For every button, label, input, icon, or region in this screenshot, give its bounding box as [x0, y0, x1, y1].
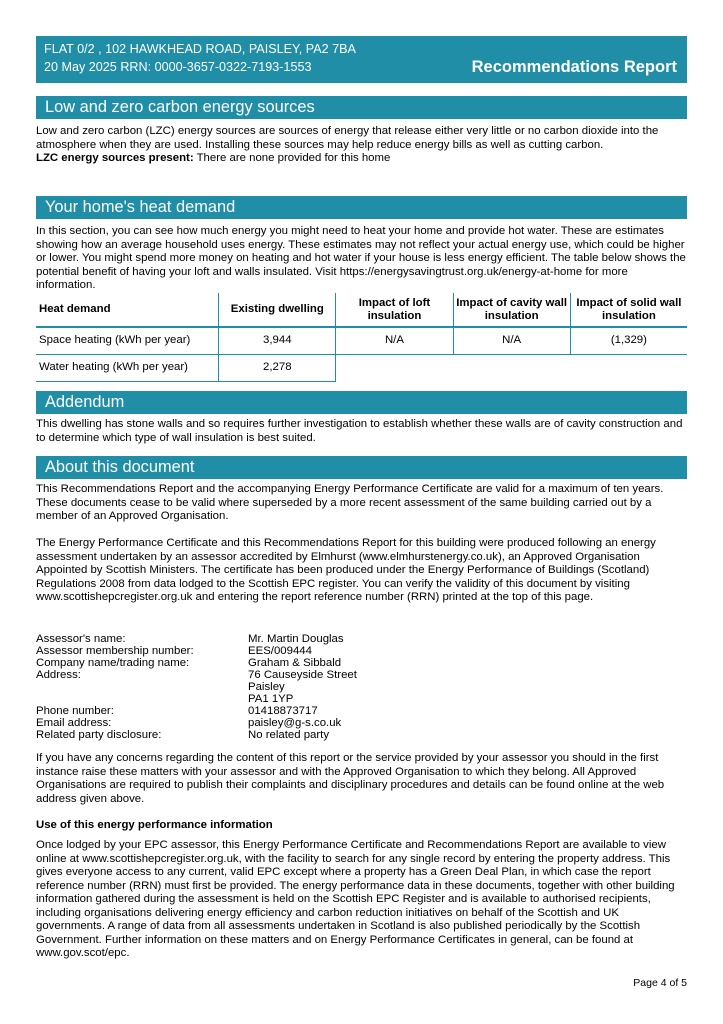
col-loft-insulation: Impact of loft insulation: [336, 293, 453, 327]
heat-body: In this section, you can see how much energy you might need to heat your home and provide hot water. These are estimates showing how an average household uses energy. These estimates may not reflect your actual energy use, which could be higher or lower. You might spend more money on heating and hot water if your house is less energy efficient. The table below shows the potential benefit of having your loft and walls insulated. Visit https://energysavingtrust.org.uk/energy-at-home for more information.: [36, 225, 686, 291]
about-p2: The Energy Performance Certificate and this Recommendations Report for this building were produced following an energy assessment undertaken by an assessor accredited by Elmhurst (www.elmhurstenergy.co.uk), an Approved Organisation Appointed by Scottish Ministers. The certificate has been produced under the Energy Performance of Buildings (Scotland) Regulations 2008 from data lodged to the Scottish EPC register. You can verify the validity of this document by visiting www.scottishepcregister.org.uk and entering the report reference number (RRN) printed at the top of this page.: [36, 537, 656, 603]
related-party-label: Related party disclosure:: [36, 729, 162, 741]
table-row: [36, 327, 687, 355]
lzc-body: Low and zero carbon (LZC) energy sources are sources of energy that release either very little or no carbon dioxide into the atmosphere when they are used. Installing these sources may help reduce energy bills as well as cutting carbon.: [36, 125, 659, 151]
row-label: Water heating (kWh per year): [36, 355, 219, 382]
report-header: [36, 36, 687, 83]
phone-number: 01418873717: [248, 705, 318, 717]
cell-cavity: N/A: [453, 327, 570, 355]
row-label: Space heating (kWh per year): [36, 327, 219, 355]
membership-number: EES/009444: [248, 645, 312, 657]
page-number: Page 4 of 5: [633, 977, 687, 989]
company-label: Company name/trading name:: [36, 657, 190, 669]
about-p3: If you have any concerns regarding the content of this report or the service provided by your assessor you should in the first instance raise these matters with your assessor and with the Approved Organisation to which they belong. All Approved Organisations are required to publish their complaints and disciplinary procedures and details can be found online at the web address given above.: [36, 752, 665, 805]
table-row: [36, 355, 687, 382]
email-address: paisley@g-s.co.uk: [248, 717, 342, 729]
address-line-3: PA1 1YP: [248, 693, 294, 705]
about-p4: Once lodged by your EPC assessor, this Energy Performance Certificate and Recommendations Report are available to view online at www.scottishepcregister.org.uk, with the facility to search for any single record by entering the property address. This gives everyone access to any current, valid EPC except where a property has a Green Deal Plan, in which case the report reference number (RRN) must first be provided. The energy performance data in these documents, together with other building information gathered during the assessment is held on the Scottish EPC Register and is available to authorised recipients, including organisations delivering energy efficiency and carbon reduction initiatives on behalf of the Scottish and UK governments. A range of data from all assessments undertaken in Scotland is also published periodically by the Scottish Government. Further information on these matters and on Energy Performance Certificates in general, can be found at www.gov.scot/epc.: [36, 839, 675, 959]
date-rrn: 20 May 2025 RRN: 0000-3657-0322-7193-1553: [44, 60, 312, 74]
membership-label: Assessor membership number:: [36, 645, 194, 657]
heat-demand-table: [36, 293, 687, 382]
cell-existing: 2,278: [219, 355, 336, 382]
company-name: Graham & Sibbald: [248, 657, 342, 669]
address-line-2: Paisley: [248, 681, 285, 693]
cell-loft: N/A: [336, 327, 453, 355]
cell-existing: 3,944: [219, 327, 336, 355]
use-heading: Use of this energy performance information: [36, 819, 273, 831]
table-header-row: [36, 293, 687, 327]
email-label: Email address:: [36, 717, 112, 729]
section-heading-heat-demand: Your home's heat demand: [36, 196, 687, 219]
property-address: FLAT 0/2 , 102 HAWKHEAD ROAD, PAISLEY, PA2 7BA: [44, 42, 356, 56]
address-line-1: 76 Causeyside Street: [248, 669, 357, 681]
section-heading-about: About this document: [36, 456, 687, 479]
col-existing-dwelling: Existing dwelling: [219, 293, 336, 327]
section-heading-addendum: Addendum: [36, 391, 687, 414]
cell-solid: (1,329): [570, 327, 687, 355]
about-p1: This Recommendations Report and the accompanying Energy Performance Certificate are valid for a maximum of ten years. These documents cease to be valid where superseded by a more recent assessment of the same building carried out by a member of an Approved Organisation.: [36, 483, 664, 522]
lzc-present-label: LZC energy sources present:: [36, 152, 194, 164]
assessor-name: Mr. Martin Douglas: [248, 633, 344, 645]
related-party: No related party: [248, 729, 330, 741]
address-label: Address:: [36, 669, 81, 681]
report-page: [36, 36, 687, 959]
lzc-present: [36, 152, 687, 166]
phone-label: Phone number:: [36, 705, 114, 717]
col-heat-demand: Heat demand: [36, 293, 219, 327]
section-heading-lzc: Low and zero carbon energy sources: [36, 96, 687, 119]
col-cavity-wall-insulation: Impact of cavity wall insulation: [453, 293, 570, 327]
lzc-present-value: There are none provided for this home: [193, 152, 391, 164]
col-solid-wall-insulation: Impact of solid wall insulation: [570, 293, 687, 327]
lzc-text: [36, 125, 687, 166]
assessor-name-label: Assessor's name:: [36, 633, 126, 645]
addendum-body: This dwelling has stone walls and so requires further investigation to establish whether these walls are of cavity construction and to determine which type of wall insulation is best suited.: [36, 418, 683, 444]
report-title: Recommendations Report: [471, 58, 677, 76]
